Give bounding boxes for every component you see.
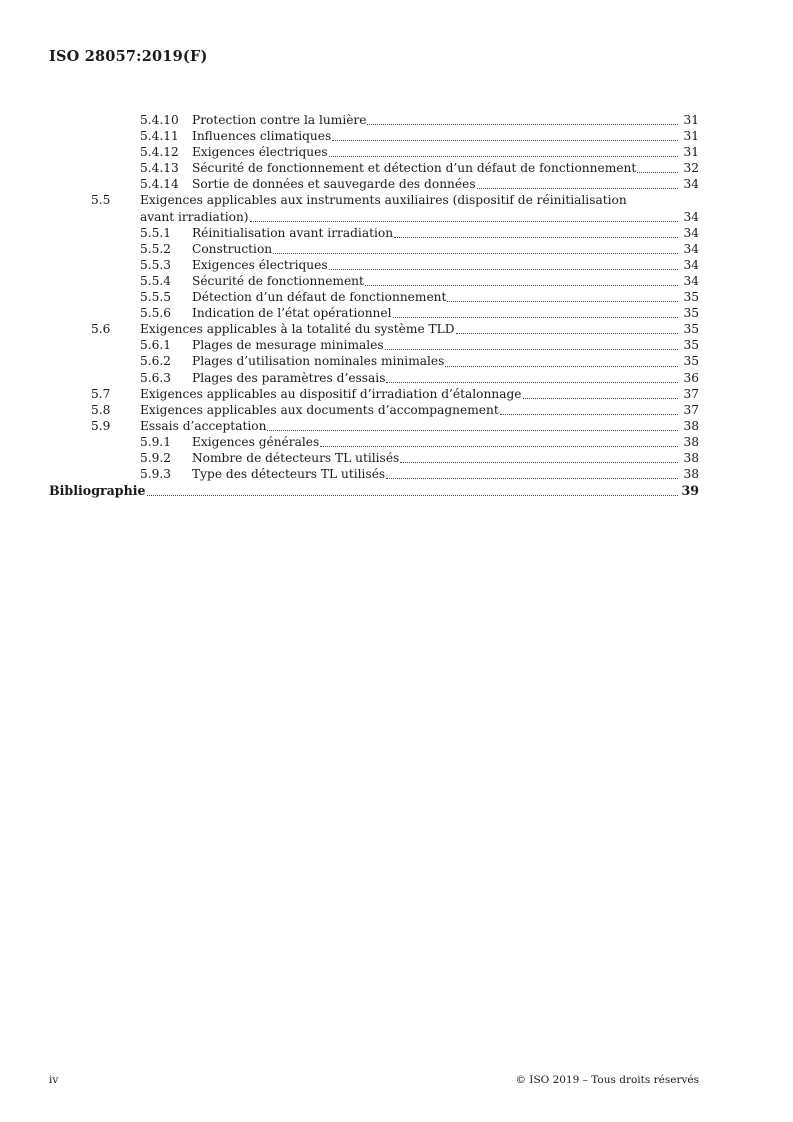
toc-entry[interactable] [49, 112, 699, 128]
dot-leader [267, 429, 678, 431]
toc-entry-page: 34 [683, 257, 699, 272]
toc-entry-title: Plages des paramètres d’essais [192, 370, 386, 385]
dot-leader [250, 220, 678, 222]
dot-leader [273, 252, 678, 254]
toc-entry-page: 34 [683, 273, 699, 288]
toc-entry[interactable] [49, 418, 699, 434]
toc-entry-page: 35 [683, 354, 699, 369]
toc-entry-number: 5.7 [91, 386, 111, 401]
toc-entry-title: Détection d’un défaut de fonctionnement [192, 290, 447, 305]
toc-entry[interactable] [49, 128, 699, 144]
toc-entry[interactable] [49, 337, 699, 353]
toc-entry[interactable] [49, 386, 699, 402]
dot-leader [365, 284, 678, 286]
dot-leader [447, 300, 678, 302]
dot-leader [500, 413, 678, 415]
toc-entry-page: 39 [681, 483, 699, 499]
toc-entry-title: Réinitialisation avant irradiation [192, 225, 394, 240]
toc-entry[interactable] [49, 353, 699, 369]
toc-entry-page: 31 [683, 129, 699, 144]
toc-entry-page: 38 [683, 450, 699, 465]
toc-entry-number: 5.4.13 [140, 161, 179, 176]
toc-entry-title: Exigences électriques [192, 145, 328, 160]
toc-entry-page: 35 [683, 322, 699, 337]
toc-entry[interactable] [49, 144, 699, 160]
dot-leader [456, 332, 678, 334]
dot-leader [394, 236, 678, 238]
toc-entry[interactable] [49, 450, 699, 466]
dot-leader [329, 155, 678, 157]
dot-leader [445, 365, 678, 367]
toc-entry-title: Exigences applicables à la totalité du système TLD [140, 322, 455, 337]
toc-entry-title: Sortie de données et sauvegarde des données [192, 177, 476, 192]
toc-entry-title: Construction [192, 241, 273, 256]
dot-leader [367, 123, 678, 125]
toc-entry-number: 5.5.5 [140, 290, 172, 305]
dot-leader [329, 268, 678, 270]
toc-entry-bibliographie[interactable] [49, 483, 699, 499]
toc-entry-number: 5.6.3 [140, 370, 172, 385]
toc-entry-page: 34 [683, 225, 699, 240]
toc-entry[interactable] [49, 225, 699, 241]
toc-entry-page: 31 [683, 145, 699, 160]
toc-entry-title: Essais d’acceptation [140, 418, 267, 433]
toc-entry-title: Protection contre la lumière [192, 113, 367, 127]
dot-leader [385, 348, 678, 350]
toc-entry-title-line1: Exigences applicables aux instruments auxiliaires (dispositif de réinitialisation [140, 193, 627, 208]
dot-leader [523, 397, 679, 399]
toc-entry[interactable] [49, 257, 699, 273]
toc-entry-title: Indication de l’état opérationnel [192, 306, 392, 321]
toc-entry-number: 5.5.1 [140, 225, 172, 240]
toc-entry-number: 5.5.3 [140, 257, 172, 272]
toc-entry-number: 5.8 [91, 402, 111, 417]
dot-leader [637, 171, 678, 173]
toc-entry[interactable] [49, 241, 699, 257]
toc-entry-page: 31 [683, 113, 699, 127]
toc-entry-page: 38 [683, 467, 699, 482]
toc-entry-number: 5.6 [91, 322, 111, 337]
toc-entry-number: 5.6.1 [140, 338, 172, 353]
toc-entry[interactable] [49, 321, 699, 337]
toc-entry[interactable] [49, 273, 699, 289]
toc-entry[interactable] [49, 370, 699, 386]
toc-entry[interactable] [49, 305, 699, 321]
toc-entry-title: Bibliographie [49, 483, 146, 499]
toc-entry-number: 5.5.6 [140, 306, 172, 321]
toc-entry-title: Exigences applicables au dispositif d’irradiation d’étalonnage [140, 386, 522, 401]
toc-entry-page: 37 [683, 402, 699, 417]
toc-entry-page: 35 [683, 338, 699, 353]
toc-entry[interactable] [49, 160, 699, 176]
toc-entry-page: 38 [683, 434, 699, 449]
dot-leader [320, 445, 678, 447]
toc-entry[interactable] [49, 434, 699, 450]
toc-entry-number: 5.6.2 [140, 354, 172, 369]
toc-entry-number: 5.4.14 [140, 177, 179, 192]
toc-entry-title: Nombre de détecteurs TL utilisés [192, 450, 400, 465]
dot-leader [147, 494, 678, 496]
toc-entry[interactable] [49, 466, 699, 482]
toc-entry-number: 5.4.10 [140, 113, 179, 127]
toc-entry-page: 37 [683, 386, 699, 401]
dot-leader [332, 139, 678, 141]
toc-entry-number: 5.5 [91, 193, 111, 208]
dot-leader [400, 461, 678, 463]
toc-entry-title: Sécurité de fonctionnement [192, 273, 364, 288]
toc-entry-title: Influences climatiques [192, 129, 332, 144]
toc-entry-page: 36 [683, 370, 699, 385]
toc-entry[interactable] [49, 192, 699, 224]
toc-entry-number: 5.9 [91, 418, 111, 433]
toc-entry-title: Exigences générales [192, 434, 320, 449]
toc-entry-page: 34 [683, 177, 699, 192]
toc-entry-title: Plages d’utilisation nominales minimales [192, 354, 445, 369]
dot-leader [386, 477, 678, 479]
toc-entry-number: 5.4.11 [140, 129, 179, 144]
toc-entry-number: 5.9.1 [140, 434, 172, 449]
toc-entry-title: Exigences électriques [192, 257, 328, 272]
toc-entry-title: Sécurité de fonctionnement et détection d’un défaut de fonctionnement [192, 161, 637, 176]
toc-entry-title: Plages de mesurage minimales [192, 338, 384, 353]
toc-entry-title: Exigences applicables aux documents d’accompagnement [140, 402, 499, 417]
dot-leader [393, 316, 678, 318]
toc-entry-page: 34 [683, 209, 699, 224]
page-footer [49, 1074, 699, 1088]
toc-entry-number: 5.5.2 [140, 241, 172, 256]
document-header: ISO 28057:2019(F) [49, 48, 208, 65]
toc-entry-page: 35 [683, 306, 699, 321]
toc-entry-number: 5.4.12 [140, 145, 179, 160]
toc-entry[interactable] [49, 289, 699, 305]
toc-entry-number: 5.5.4 [140, 273, 172, 288]
table-of-contents [49, 112, 699, 499]
dot-leader [386, 381, 678, 383]
copyright-notice: © ISO 2019 – Tous droits réservés [515, 1074, 699, 1086]
toc-entry-page: 35 [683, 290, 699, 305]
toc-entry-title: Type des détecteurs TL utilisés [192, 467, 386, 482]
toc-entry-page: 38 [683, 418, 699, 433]
toc-entry-number: 5.9.3 [140, 467, 172, 482]
toc-entry-page: 34 [683, 241, 699, 256]
page-number: iv [49, 1074, 59, 1086]
dot-leader [477, 187, 678, 189]
toc-entry[interactable] [49, 402, 699, 418]
toc-entry-title-line2: avant irradiation) [140, 209, 249, 224]
toc-entry-page: 32 [683, 161, 699, 176]
toc-entry[interactable] [49, 176, 699, 192]
toc-entry-number: 5.9.2 [140, 450, 172, 465]
